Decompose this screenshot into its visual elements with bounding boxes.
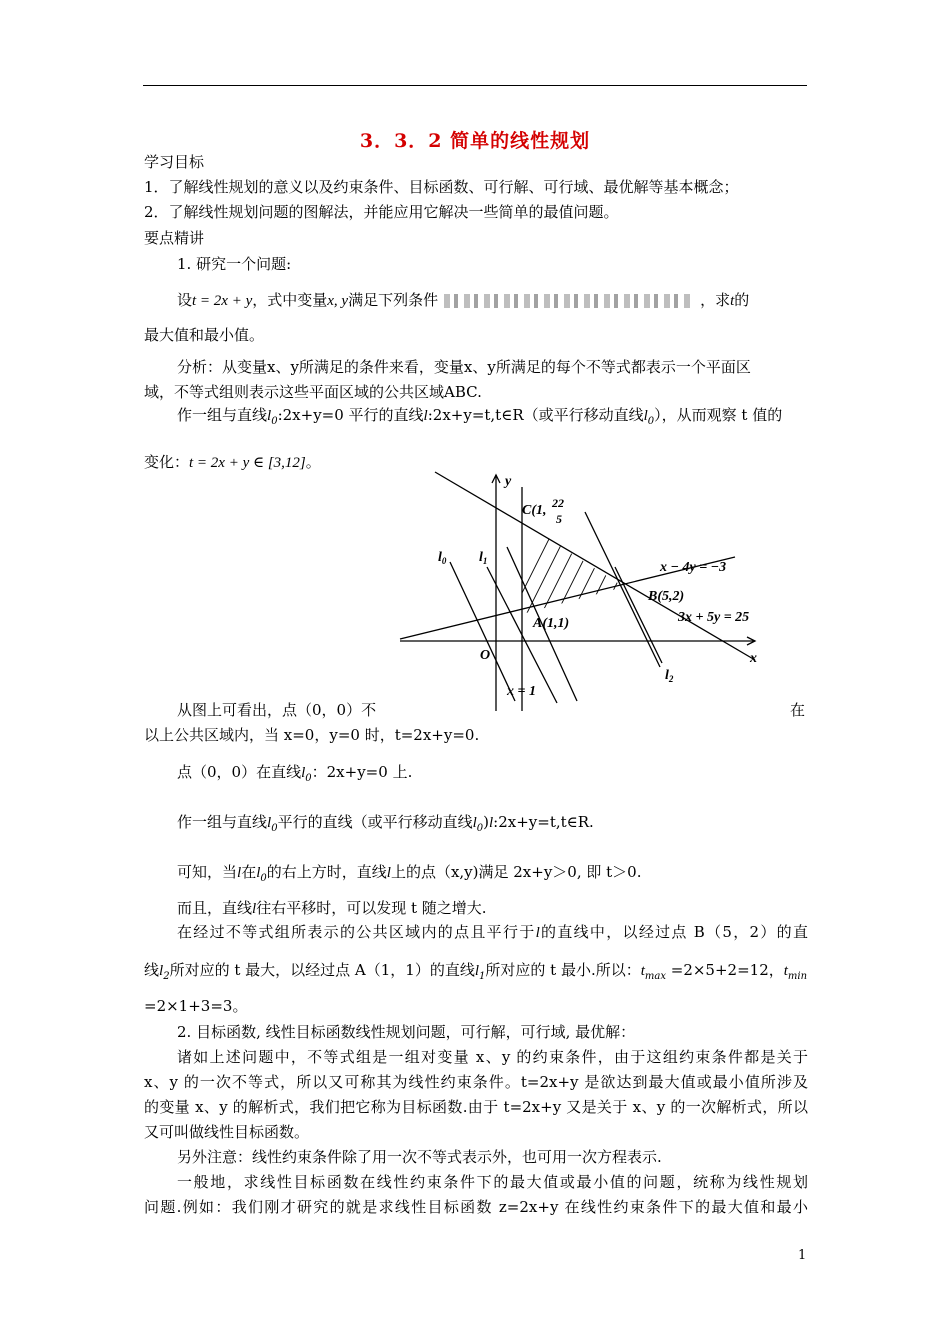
origin-label: O bbox=[480, 648, 491, 663]
section2-title: 2. 目标函数, 线性目标函数线性规划问题，可行解，可行域, 最优解： bbox=[177, 1023, 636, 1041]
para2-line-3: 的变量 x、y 的解析式，我们把它称为目标函数.由于 t=2x+y 又是关于 x、y 的一次解析式，所以 bbox=[144, 1098, 808, 1116]
l2-label: $l_2$ bbox=[665, 668, 674, 684]
constraint-system bbox=[444, 294, 694, 308]
objectives-heading: 学习目标 bbox=[144, 153, 205, 171]
a-label: A(1,1) bbox=[533, 616, 570, 631]
pass-line-3: =2×1+3=3。 bbox=[144, 997, 248, 1015]
para3: 另外注意：线性约束条件除了用一次不等式表示外，也可用一次方程表示. bbox=[177, 1148, 662, 1166]
b-label: B(5,2) bbox=[648, 589, 685, 604]
see-line-2: 以上公共区域内，当 x=0，y=0 时，t=2x+y=0. bbox=[144, 726, 480, 744]
y-label: y bbox=[505, 474, 512, 489]
c-label-num: 22 bbox=[552, 496, 564, 510]
para4-line-1: 一般地，求线性目标函数在线性约束条件下的最大值或最小值的问题，统称为线性规划 bbox=[177, 1173, 808, 1191]
x-label: x bbox=[750, 651, 757, 666]
line-l0 bbox=[450, 562, 515, 701]
see-line-b: 在 bbox=[790, 701, 806, 719]
page-number: 1 bbox=[798, 1248, 807, 1263]
feasible-region-figure bbox=[395, 467, 770, 713]
para2-line-2: x、y 的一次不等式，所以又可称其为线性约束条件。t=2x+y 是欲达到最大值或最小值所涉及 bbox=[144, 1073, 808, 1091]
point-line: 点（0，0）在直线$l_0$：2x+y=0 上. bbox=[177, 763, 413, 784]
keypoints-heading: 要点精讲 bbox=[144, 229, 205, 247]
para2-line-1: 诸如上述问题中，不等式组是一组对变量 x、y 的约束条件，由于这组约束条件都是关于 bbox=[177, 1048, 808, 1066]
group-line: 作一组与直线$l_0$平行的直线（或平行移动直线$l_0)l:2x+y=t,t\in R$. bbox=[177, 813, 594, 834]
also-line: 而且，直线l往右平移时，可以发现 t 随之增大. bbox=[177, 899, 487, 917]
know-line: 可知，当l在$l_0$的右上方时，直线l上的点（x,y)满足 2x+y＞0, 即 t＞0. bbox=[177, 863, 642, 884]
l0-label: $l_0$ bbox=[438, 550, 447, 566]
see-line-a: 从图上可看出，点（0，0）不 bbox=[177, 701, 377, 719]
pass-line-2: 线$l_2$所对应的 t 最大，以经过点 A（1，1）的直线$l_1$所对应的 t 最小.所以：$t_{max} =2\times 5+2=12$，$t_{min}$ bbox=[144, 961, 808, 982]
change-line: 变化：t = 2x + y ∈ [3,12]。 bbox=[144, 453, 321, 471]
para2-line-4: 又可叫做线性目标函数。 bbox=[144, 1123, 310, 1141]
objective-item-1: 1．了解线性规划的意义以及约束条件、目标函数、可行解、可行域、最优解等基本概念； bbox=[144, 178, 739, 196]
analysis-line-2: 域，不等式组则表示这些平面区域的公共区域ABC. bbox=[144, 383, 482, 401]
page-title: 3．3．2 简单的线性规划 bbox=[359, 130, 591, 152]
objective-item-2: 2．了解线性规划问题的图解法，并能应用它解决一些简单的最值问题。 bbox=[144, 203, 619, 221]
line-l2 bbox=[615, 567, 662, 663]
line2-label: 3x + 5y = 25 bbox=[678, 610, 750, 625]
problem-line: 设t = 2x + y，式中变量x, y满足下列条件 ，求t的 bbox=[177, 291, 750, 309]
section1-title: 1. 研究一个问题: bbox=[177, 255, 292, 273]
analysis-line-1: 分析：从变量x、y所满足的条件来看，变量x、y所满足的每个不等式都表示一个平面区 bbox=[177, 358, 751, 376]
line1-label: x − 4y = −3 bbox=[660, 560, 727, 575]
para4-line-2: 问题.例如：我们刚才研究的就是求线性目标函数 z=2x+y 在线性约束条件下的最大值和最小 bbox=[144, 1198, 808, 1216]
line3-label: x = 1 bbox=[507, 684, 536, 699]
pass-line-1: 在经过不等式组所表示的公共区域内的点且平行于l的直线中，以经过点 B（5，2）的直 bbox=[177, 923, 808, 941]
c-label-pre: C(1, bbox=[522, 503, 547, 518]
c-label-den: 5 bbox=[556, 512, 562, 526]
problem-line-2: 最大值和最小值。 bbox=[144, 326, 265, 344]
header-rule bbox=[143, 85, 807, 86]
move-line: 作一组与直线$l_0:2x+y=0$ 平行的直线l:2x+y=t,t∈R（或平行移动直线$l_0$），从而观察 t 值的 bbox=[177, 406, 783, 427]
l1-label: $l_1$ bbox=[479, 550, 488, 566]
